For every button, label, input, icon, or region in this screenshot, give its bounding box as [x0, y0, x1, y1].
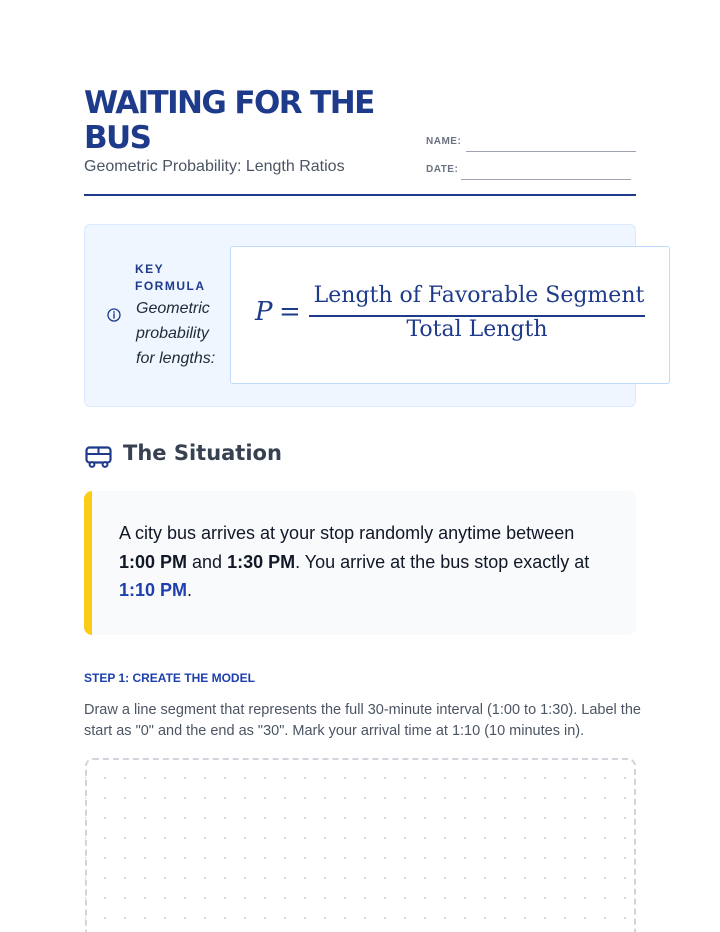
step-1-label: STEP 1: CREATE THE MODEL — [84, 671, 255, 685]
situation-heading: The Situation — [123, 441, 282, 465]
formula-card — [230, 246, 670, 384]
arrival-time: 1:10 PM — [119, 580, 188, 600]
key-formula-description: Geometric probability for lengths: — [136, 300, 216, 367]
page-title: WAITING FOR THE BUS — [84, 85, 374, 156]
date-field[interactable] — [461, 179, 631, 180]
end-time: 1:30 PM — [227, 551, 296, 572]
drawing-area[interactable] — [85, 758, 636, 932]
name-field[interactable] — [466, 151, 636, 152]
formula-variable: P — [255, 297, 273, 327]
start-time: 1:00 PM — [119, 551, 188, 572]
name-label: NAME: — [426, 136, 462, 147]
info-icon — [106, 307, 122, 323]
date-label: DATE: — [426, 164, 459, 175]
formula-numerator: Length of Favorable Segment — [313, 283, 645, 308]
header-divider — [84, 194, 636, 196]
formula-equals: = — [279, 297, 301, 327]
situation-text: A city bus arrives at your stop randomly anytime between 1:00 PM and 1:30 PM. You arrive at the bus stop exactly at 1:10 PM. — [119, 523, 590, 600]
step-1-description: Draw a line segment that represents the full 30-minute interval (1:00 to 1:30). Label the start as "0" and the end as "30". Mark your arrival time at 1:10 (10 minutes in). — [84, 702, 641, 739]
page-subtitle: Geometric Probability: Length Ratios — [84, 158, 345, 175]
key-formula-label: KEY FORMULA — [135, 262, 206, 293]
formula-denominator: Total Length — [406, 317, 548, 342]
bus-icon — [85, 446, 112, 468]
